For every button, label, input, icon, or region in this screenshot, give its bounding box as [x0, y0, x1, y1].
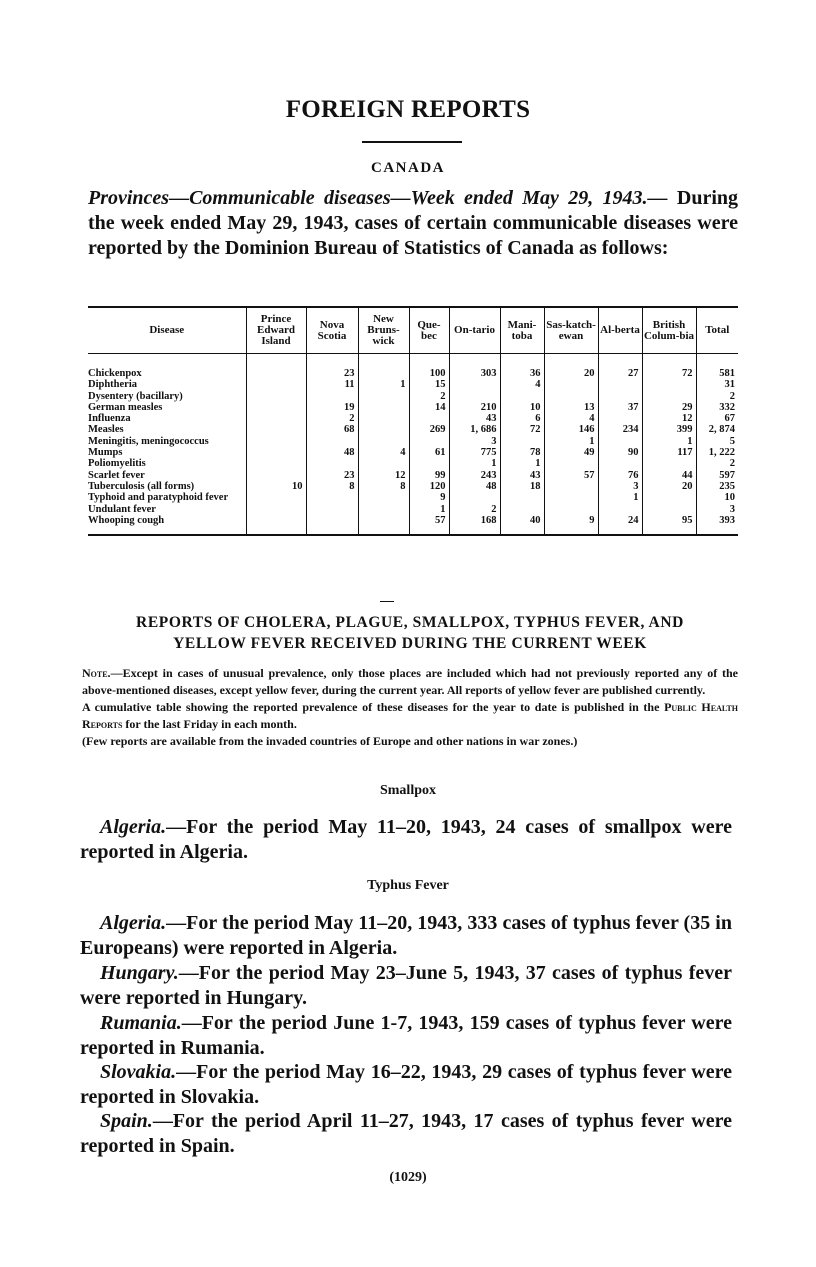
cell-saskatchewan: 20: [544, 354, 598, 380]
cell-nova-scotia: [306, 515, 358, 535]
smallpox-heading: Smallpox: [379, 783, 436, 798]
cell-ontario: [449, 391, 500, 402]
cell-new-brunswick: [358, 515, 409, 535]
entry-text: —For the period April 11–27, 1943, 17 cases of typhus fever were reported in Spain.: [80, 1110, 732, 1157]
cell-ontario: 210: [449, 402, 500, 413]
place-name: Hungary.: [100, 962, 179, 984]
cell-total: 581: [696, 354, 738, 380]
cell-quebec: 57: [409, 515, 449, 535]
cell-manitoba: [500, 436, 544, 447]
table-row: [88, 379, 738, 390]
cell-total: 597: [696, 470, 738, 481]
cell-new-brunswick: 12: [358, 470, 409, 481]
cell-disease: Mumps: [88, 447, 123, 459]
cell-manitoba: 6: [500, 413, 544, 424]
cell-nova-scotia: [306, 436, 358, 447]
cell-new-brunswick: [358, 354, 409, 380]
col-header-new-brunswick: New Bruns-wick: [358, 307, 409, 354]
table-row: [88, 470, 738, 481]
entry-text: —For the period May 23–June 5, 1943, 37 cases of typhus fever were reported in Hungary.: [80, 962, 732, 1009]
cell-manitoba: 36: [500, 354, 544, 380]
cell-british-columbia: 95: [642, 515, 696, 535]
country-heading: CANADA: [371, 160, 445, 176]
cell-british-columbia: 44: [642, 470, 696, 481]
col-header-manitoba: Mani-toba: [500, 307, 544, 354]
cell-total: 2: [696, 458, 738, 469]
cell-pei: [246, 492, 306, 503]
cell-ontario: 48: [449, 481, 500, 492]
cell-manitoba: 40: [500, 515, 544, 535]
cell-alberta: [598, 379, 642, 390]
cell-pei: [246, 402, 306, 413]
cell-nova-scotia: 48: [306, 447, 358, 458]
cell-ontario: [449, 379, 500, 390]
cell-ontario: 43: [449, 413, 500, 424]
table-body: [88, 354, 738, 536]
cell-disease: Poliomyelitis: [88, 458, 146, 470]
cell-nova-scotia: 8: [306, 481, 358, 492]
cell-manitoba: 4: [500, 379, 544, 390]
table-row: [88, 424, 738, 435]
cell-alberta: [598, 436, 642, 447]
page-title: FOREIGN REPORTS: [285, 96, 531, 123]
cell-saskatchewan: 49: [544, 447, 598, 458]
page-number: (1029): [389, 1170, 427, 1185]
col-header-alberta: Al-berta: [598, 307, 642, 354]
cell-manitoba: 72: [500, 424, 544, 435]
cell-quebec: 100: [409, 354, 449, 380]
cumulative-text-a: A cumulative table showing the reported prevalence of these diseases for the year to date is published in the: [82, 700, 665, 714]
cell-alberta: 24: [598, 515, 642, 535]
cell-quebec: 120: [409, 481, 449, 492]
cell-saskatchewan: [544, 379, 598, 390]
place-name: Slovakia.: [100, 1061, 177, 1083]
cell-saskatchewan: 57: [544, 470, 598, 481]
cell-nova-scotia: 11: [306, 379, 358, 390]
place-name: Spain.: [100, 1110, 153, 1132]
table-row: [88, 402, 738, 413]
cell-quebec: 99: [409, 470, 449, 481]
table-row: [88, 515, 738, 535]
typhus-entry-rumania: [80, 1011, 732, 1061]
cell-nova-scotia: 23: [306, 354, 358, 380]
cell-alberta: 90: [598, 447, 642, 458]
cell-manitoba: 43: [500, 470, 544, 481]
col-header-ontario: On-tario: [449, 307, 500, 354]
cell-disease: Meningitis, meningococcus: [88, 435, 209, 447]
cell-pei: [246, 447, 306, 458]
cell-saskatchewan: [544, 492, 598, 503]
intro-paragraph: [88, 186, 738, 261]
cell-british-columbia: 12: [642, 413, 696, 424]
cell-nova-scotia: 23: [306, 470, 358, 481]
table-row: [88, 504, 738, 515]
place-name: Rumania.: [100, 1012, 182, 1034]
cell-alberta: 76: [598, 470, 642, 481]
disease-table: [88, 306, 738, 536]
place-name: Algeria.: [100, 816, 167, 838]
cell-new-brunswick: 1: [358, 379, 409, 390]
cell-manitoba: 78: [500, 447, 544, 458]
cell-new-brunswick: 8: [358, 481, 409, 492]
cell-total: 235: [696, 481, 738, 492]
cell-british-columbia: 1: [642, 436, 696, 447]
col-header-nova-scotia: Nova Scotia: [306, 307, 358, 354]
table-row: [88, 391, 738, 402]
typhus-entry-slovakia: [80, 1060, 732, 1110]
cell-british-columbia: 29: [642, 402, 696, 413]
cell-alberta: 234: [598, 424, 642, 435]
cell-alberta: [598, 504, 642, 515]
cell-quebec: 2: [409, 391, 449, 402]
reports-heading-line2: YELLOW FEVER RECEIVED DURING THE CURRENT WEEK: [173, 635, 647, 652]
cell-total: 1, 222: [696, 447, 738, 458]
cell-british-columbia: [642, 504, 696, 515]
cell-quebec: 1: [409, 504, 449, 515]
few-reports-text: (Few reports are available from the invaded countries of Europe and other nations in war zones.): [82, 734, 578, 748]
cell-ontario: 1: [449, 458, 500, 469]
cell-manitoba: [500, 504, 544, 515]
cell-pei: [246, 391, 306, 402]
cell-total: 10: [696, 492, 738, 503]
cell-saskatchewan: [544, 391, 598, 402]
cell-british-columbia: [642, 379, 696, 390]
cell-pei: 10: [246, 481, 306, 492]
cell-british-columbia: 117: [642, 447, 696, 458]
cell-total: 5: [696, 436, 738, 447]
cell-new-brunswick: [358, 424, 409, 435]
smallpox-entry-algeria: [80, 815, 732, 865]
cell-new-brunswick: [358, 436, 409, 447]
cell-alberta: 27: [598, 354, 642, 380]
table-row: [88, 481, 738, 492]
cell-total: 2, 874: [696, 424, 738, 435]
typhus-entry-hungary: [80, 961, 732, 1011]
cumulative-text-b: for the last Friday in each month.: [122, 717, 297, 731]
cell-quebec: 61: [409, 447, 449, 458]
cell-pei: [246, 436, 306, 447]
cell-alberta: [598, 413, 642, 424]
cell-disease: Chickenpox: [88, 368, 142, 379]
cell-ontario: 168: [449, 515, 500, 535]
entry-text: —For the period May 11–20, 1943, 333 cases of typhus fever (35 in Europeans) were reported in Algeria.: [80, 912, 732, 959]
cell-disease: Diphtheria: [88, 379, 138, 391]
cell-british-columbia: [642, 458, 696, 469]
entry-text: —For the period May 16–22, 1943, 29 cases of typhus fever were reported in Slovakia.: [80, 1061, 732, 1108]
cell-british-columbia: [642, 391, 696, 402]
cell-disease: Tuberculosis (all forms): [88, 480, 195, 492]
entry-text: —For the period May 11–20, 1943, 24 cases of smallpox were reported in Algeria.: [80, 816, 732, 863]
col-header-total: Total: [696, 307, 738, 354]
cell-manitoba: 10: [500, 402, 544, 413]
cell-ontario: 775: [449, 447, 500, 458]
table-row: [88, 354, 738, 380]
cell-disease: Undulant fever: [88, 503, 156, 515]
cell-british-columbia: 399: [642, 424, 696, 435]
cell-alberta: [598, 391, 642, 402]
cell-manitoba: 18: [500, 481, 544, 492]
reports-heading: [82, 612, 738, 654]
cell-total: 67: [696, 413, 738, 424]
cell-british-columbia: [642, 492, 696, 503]
cell-alberta: 37: [598, 402, 642, 413]
cell-total: 2: [696, 391, 738, 402]
reports-heading-line1: REPORTS OF CHOLERA, PLAGUE, SMALLPOX, TYPHUS FEVER, AND: [136, 614, 684, 631]
cell-nova-scotia: [306, 391, 358, 402]
cell-pei: [246, 458, 306, 469]
cell-ontario: 243: [449, 470, 500, 481]
section-divider: [380, 601, 394, 602]
cell-disease: German measles: [88, 401, 163, 413]
table-row: [88, 492, 738, 503]
cell-manitoba: 1: [500, 458, 544, 469]
note-label: Note.: [82, 666, 111, 680]
cell-saskatchewan: 9: [544, 515, 598, 535]
cell-ontario: 303: [449, 354, 500, 380]
cell-new-brunswick: 4: [358, 447, 409, 458]
cell-nova-scotia: [306, 458, 358, 469]
cell-disease: Typhoid and paratyphoid fever: [88, 492, 229, 504]
cell-saskatchewan: 146: [544, 424, 598, 435]
cell-new-brunswick: [358, 391, 409, 402]
cell-manitoba: [500, 391, 544, 402]
table-header-row: [88, 307, 738, 354]
table-row: [88, 413, 738, 424]
cell-nova-scotia: 19: [306, 402, 358, 413]
note-text: —Except in cases of unusual prevalence, only those places are included which had not previously reported any of the above-mentioned diseases, except yellow fever, during the current year. All reports of yellow fever are published currently.: [82, 666, 738, 697]
cell-quebec: [409, 413, 449, 424]
intro-text: During the week ended May 29, 1943, cases of certain communicable diseases were reported by the Dominion Bureau of Statistics of Canada as follows:: [88, 187, 738, 259]
cell-british-columbia: 20: [642, 481, 696, 492]
publication-name: Public Health Reports: [82, 700, 739, 731]
title-rule: [362, 141, 462, 143]
cell-saskatchewan: [544, 504, 598, 515]
cell-disease: Whooping cough: [88, 514, 165, 526]
cell-quebec: 15: [409, 379, 449, 390]
cell-new-brunswick: [358, 402, 409, 413]
cell-total: 3: [696, 504, 738, 515]
note-block: [82, 665, 738, 750]
cell-pei: [246, 515, 306, 535]
cell-disease: Dysentery (bacillary): [88, 390, 183, 402]
cell-quebec: 9: [409, 492, 449, 503]
cell-quebec: 269: [409, 424, 449, 435]
cell-british-columbia: 72: [642, 354, 696, 380]
cell-quebec: [409, 436, 449, 447]
cell-new-brunswick: [358, 413, 409, 424]
cell-saskatchewan: 4: [544, 413, 598, 424]
cell-saskatchewan: 13: [544, 402, 598, 413]
cell-disease: Scarlet fever: [88, 469, 145, 481]
typhus-heading: Typhus Fever: [367, 878, 449, 893]
cell-saskatchewan: [544, 481, 598, 492]
cell-nova-scotia: [306, 492, 358, 503]
cell-quebec: 14: [409, 402, 449, 413]
cell-pei: [246, 424, 306, 435]
col-header-british-columbia: British Colum-bia: [642, 307, 696, 354]
cell-manitoba: [500, 492, 544, 503]
table-row: [88, 447, 738, 458]
cell-nova-scotia: [306, 504, 358, 515]
cell-total: 332: [696, 402, 738, 413]
typhus-entry-algeria: [80, 911, 732, 961]
cell-saskatchewan: 1: [544, 436, 598, 447]
col-header-pei: Prince Edward Island: [246, 307, 306, 354]
cell-pei: [246, 379, 306, 390]
typhus-entry-spain: [80, 1109, 732, 1159]
cell-saskatchewan: [544, 458, 598, 469]
cell-alberta: 3: [598, 481, 642, 492]
cell-quebec: [409, 458, 449, 469]
cell-ontario: 2: [449, 504, 500, 515]
cell-ontario: [449, 492, 500, 503]
cell-disease: Influenza: [88, 413, 131, 425]
cell-new-brunswick: [358, 504, 409, 515]
cell-new-brunswick: [358, 458, 409, 469]
cell-pei: [246, 504, 306, 515]
table-row: [88, 458, 738, 469]
cell-alberta: [598, 458, 642, 469]
place-name: Algeria.: [100, 912, 167, 934]
cell-ontario: 1, 686: [449, 424, 500, 435]
cell-pei: [246, 413, 306, 424]
cell-pei: [246, 354, 306, 380]
col-header-quebec: Que-bec: [409, 307, 449, 354]
cell-nova-scotia: 68: [306, 424, 358, 435]
entry-text: —For the period June 1-7, 1943, 159 cases of typhus fever were reported in Rumania.: [80, 1012, 732, 1059]
table-row: [88, 436, 738, 447]
cell-pei: [246, 470, 306, 481]
cell-ontario: 3: [449, 436, 500, 447]
col-header-saskatchewan: Sas-katch-ewan: [544, 307, 598, 354]
cell-total: 393: [696, 515, 738, 535]
cell-total: 31: [696, 379, 738, 390]
cell-disease: Measles: [88, 424, 124, 436]
intro-lead: Provinces—Communicable diseases—Week ended May 29, 1943.—: [88, 187, 668, 209]
col-header-disease: Disease: [88, 307, 246, 354]
cell-alberta: 1: [598, 492, 642, 503]
cell-nova-scotia: 2: [306, 413, 358, 424]
cell-new-brunswick: [358, 492, 409, 503]
